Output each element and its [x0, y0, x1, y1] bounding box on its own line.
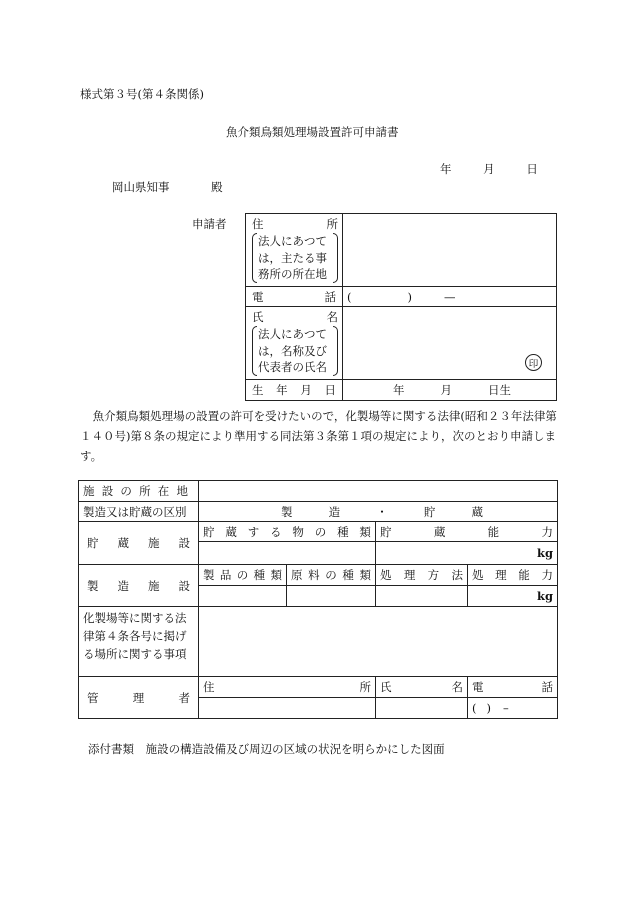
- date-year: 年: [440, 162, 452, 176]
- article4-value[interactable]: [199, 607, 558, 677]
- storage-capacity-header: 貯 蔵 能 力: [376, 522, 558, 542]
- addressee-honorific: 殿: [211, 180, 223, 194]
- storage-items-value[interactable]: [199, 542, 376, 565]
- applicant-table: [245, 213, 557, 401]
- material-type-header: 原 料 の 種 類: [287, 565, 376, 586]
- attachment-line: [88, 741, 445, 757]
- attachment-text: 施設の構造設備及び周辺の区域の状況を明らかにした図面: [145, 742, 445, 756]
- applicant-name-note: 法人にあつては，名称及び代表者の氏名: [252, 325, 338, 377]
- option-storage-2: 蔵: [471, 504, 483, 519]
- option-separator: ・: [376, 504, 388, 519]
- location-label: 施 設 の 所 在 地: [79, 481, 199, 502]
- product-type-value[interactable]: [199, 586, 287, 607]
- category-options[interactable]: [199, 502, 558, 522]
- date-line: [440, 161, 538, 177]
- applicant-name-label: 氏 名: [252, 310, 338, 325]
- applicant-address-value[interactable]: [343, 214, 557, 287]
- attachment-label: 添付書類: [88, 742, 134, 756]
- form-number: 様式第３号(第４条関係): [80, 87, 204, 101]
- document-title: 魚介類鳥類処理場設置許可申請書: [226, 125, 399, 139]
- processing-capacity-header: 処 理 能 力: [468, 565, 558, 586]
- date-month: 月: [483, 162, 495, 176]
- manager-address-header: 住 所: [199, 677, 376, 698]
- manager-address-value[interactable]: [199, 698, 376, 719]
- applicant-label: 申請者: [192, 217, 227, 231]
- material-type-value[interactable]: [287, 586, 376, 607]
- seal-icon: 印: [525, 354, 542, 371]
- manager-phone-header: 電 話: [468, 677, 558, 698]
- applicant-address-label-cell: [246, 214, 343, 287]
- applicant-birthdate-value[interactable]: 年 月 日生: [343, 380, 557, 401]
- processing-capacity-value[interactable]: [468, 586, 558, 607]
- applicant-address-label: 住 所: [252, 217, 338, 231]
- storage-items-header: 貯 蔵 す る 物 の 種 類: [199, 522, 376, 542]
- manager-name-value[interactable]: [376, 698, 468, 719]
- addressee-name: 岡山県知事: [112, 180, 170, 194]
- storage-unit: kg: [536, 546, 553, 560]
- applicant-birthdate-label-cell: [246, 380, 343, 401]
- processing-method-header: 処 理 方 法: [376, 565, 468, 586]
- facility-table: [78, 480, 558, 719]
- application-statement: 魚介類鳥類処理場の設置の許可を受けたいので，化製場等に関する法律(昭和２３年法律第１４０号)第８条の規定により準用する同法第３条第１項の規定により，次のとおり申請します。: [80, 409, 557, 463]
- article4-label: 化製場等に関する法律第４条各号に掲げる場所に関する事項: [79, 607, 199, 677]
- option-manufacture-2: 造: [328, 504, 341, 519]
- applicant-name-value[interactable]: [343, 307, 557, 380]
- manufacturing-facility-label: 製 造 施 設: [79, 565, 199, 607]
- option-storage-1: 貯: [423, 504, 436, 519]
- option-manufacture-1: 製: [281, 504, 293, 519]
- applicant-name-label-cell: [246, 307, 343, 380]
- applicant-phone-value[interactable]: ( ) —: [343, 287, 557, 307]
- processing-unit: kg: [536, 589, 553, 603]
- date-day: 日: [526, 162, 538, 176]
- applicant-phone-label: 電 話: [252, 289, 336, 304]
- applicant-phone-label-cell: [246, 287, 343, 307]
- manager-phone-value[interactable]: ( ) –: [468, 698, 558, 719]
- processing-method-value[interactable]: [376, 586, 468, 607]
- addressee: [112, 179, 223, 195]
- product-type-header: 製 品 の 種 類: [199, 565, 287, 586]
- manager-name-header: 氏 名: [376, 677, 468, 698]
- storage-facility-label: 貯 蔵 施 設: [79, 522, 199, 565]
- location-value[interactable]: [199, 481, 558, 502]
- manager-label: 管 理 者: [79, 677, 199, 719]
- applicant-birthdate-label: 生 年 月 日: [252, 383, 336, 398]
- category-label: 製造又は貯蔵の区別: [79, 502, 199, 522]
- storage-capacity-value[interactable]: [376, 542, 558, 565]
- applicant-address-note: 法人にあつては，主たる事務所の所在地: [252, 232, 338, 284]
